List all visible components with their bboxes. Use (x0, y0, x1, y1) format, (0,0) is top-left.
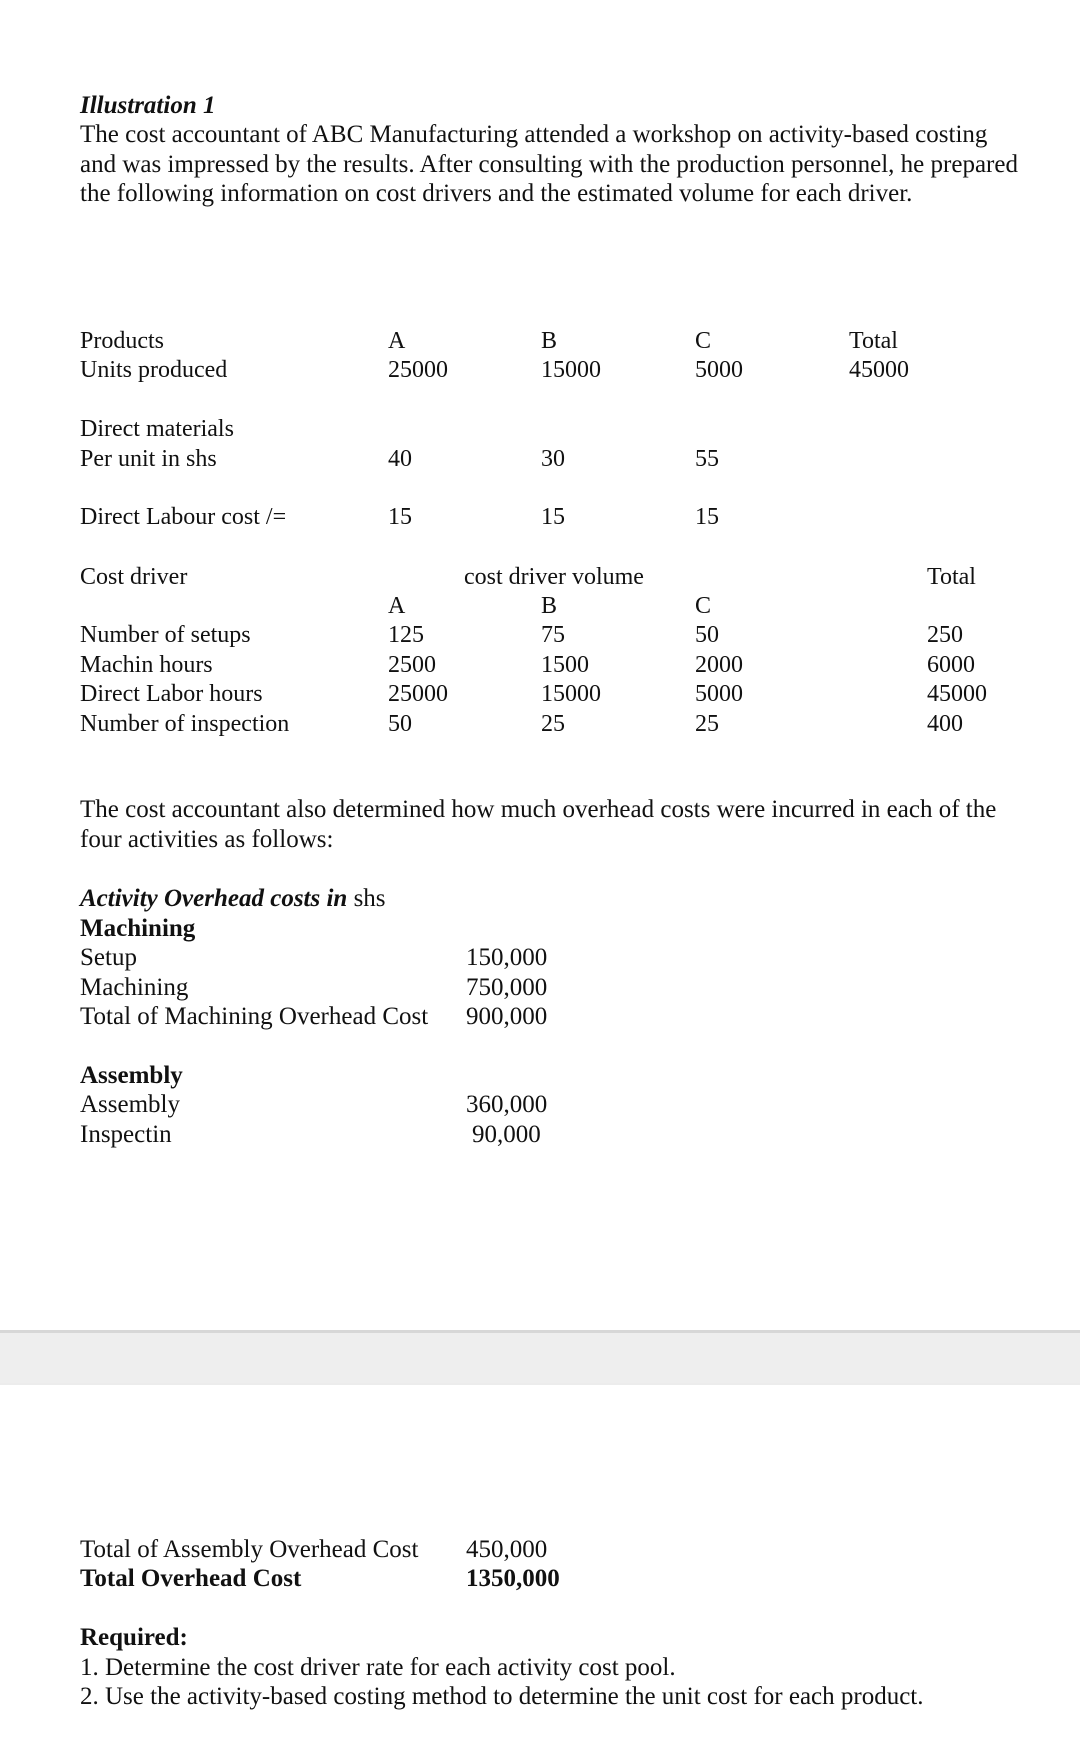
units-total: 45000 (849, 357, 909, 383)
materials-a: 40 (388, 446, 412, 472)
driver-row-label: Number of inspection (80, 711, 290, 737)
driver-value-a: 2500 (388, 652, 436, 678)
driver-row-label: Number of setups (80, 622, 251, 648)
driver-row-label: Machin hours (80, 652, 213, 678)
cost-driver-volume-label: cost driver volume (464, 564, 644, 590)
products-label: Products (80, 328, 164, 354)
overhead-intro-line: four activities as follows: (80, 826, 334, 853)
units-b: 15000 (541, 357, 601, 383)
assembly-heading: Assembly (80, 1062, 183, 1089)
labour-b: 15 (541, 504, 565, 530)
activity-costs-title-unit: shs (353, 885, 386, 912)
driver-total-label: Total (927, 564, 976, 590)
machining-total-value: 900,000 (466, 1003, 548, 1030)
machining-heading: Machining (80, 915, 196, 942)
illustration-heading: Illustration 1 (80, 92, 216, 119)
machining-item-label: Setup (80, 944, 137, 971)
assembly-item-label: Inspectin (80, 1121, 172, 1148)
driver-value-a: 25000 (388, 681, 448, 707)
materials-label: Direct materials (80, 416, 234, 442)
assembly-item-value: 360,000 (466, 1091, 548, 1118)
driver-value-c: 50 (695, 622, 719, 648)
machining-item-label: Machining (80, 974, 189, 1001)
labour-a: 15 (388, 504, 412, 530)
machining-total-label: Total of Machining Overhead Cost (80, 1003, 429, 1030)
driver-value-b: 15000 (541, 681, 601, 707)
product-header-b: B (541, 328, 558, 354)
driver-header-a: A (388, 593, 406, 619)
intro-line: the following information on cost drivers and the estimated volume for each driver. (80, 180, 913, 207)
driver-header-c: C (695, 593, 712, 619)
required-heading: Required: (80, 1624, 188, 1651)
materials-c: 55 (695, 446, 719, 472)
driver-value-a: 50 (388, 711, 412, 737)
total-overhead-value: 1350,000 (466, 1565, 560, 1592)
materials-b: 30 (541, 446, 565, 472)
driver-value-a: 125 (388, 622, 424, 648)
page-separator (0, 1330, 1080, 1385)
activity-costs-title-main: Activity Overhead costs in (80, 885, 348, 912)
product-header-c: C (695, 328, 712, 354)
driver-value-total: 45000 (927, 681, 987, 707)
assembly-total-value: 450,000 (466, 1536, 548, 1563)
units-label: Units produced (80, 357, 228, 383)
intro-line: The cost accountant of ABC Manufacturing attended a workshop on activity-based costing (80, 121, 988, 148)
machining-item-value: 150,000 (466, 944, 548, 971)
materials-sub-label: Per unit in shs (80, 446, 217, 472)
driver-value-c: 2000 (695, 652, 743, 678)
product-header-total: Total (849, 328, 898, 354)
units-c: 5000 (695, 357, 743, 383)
driver-value-b: 1500 (541, 652, 589, 678)
driver-value-total: 400 (927, 711, 963, 737)
driver-header-b: B (541, 593, 558, 619)
activity-costs-title (80, 884, 386, 914)
cost-driver-label: Cost driver (80, 564, 188, 590)
assembly-item-label: Assembly (80, 1091, 180, 1118)
driver-value-b: 25 (541, 711, 565, 737)
driver-value-total: 250 (927, 622, 963, 648)
product-header-a: A (388, 328, 406, 354)
units-a: 25000 (388, 357, 448, 383)
labour-label: Direct Labour cost /= (80, 504, 287, 530)
overhead-intro-line: The cost accountant also determined how much overhead costs were incurred in each of the (80, 796, 997, 823)
assembly-total-label: Total of Assembly Overhead Cost (80, 1536, 419, 1563)
driver-value-c: 25 (695, 711, 719, 737)
assembly-item-value: 90,000 (472, 1121, 541, 1148)
intro-line: and was impressed by the results. After consulting with the production personnel, he prepared (80, 150, 1018, 178)
machining-item-value: 750,000 (466, 974, 548, 1001)
driver-value-total: 6000 (927, 652, 975, 678)
required-item: 1. Determine the cost driver rate for each activity cost pool. (80, 1654, 676, 1681)
driver-value-b: 75 (541, 622, 565, 648)
driver-row-label: Direct Labor hours (80, 681, 263, 707)
required-item: 2. Use the activity-based costing method to determine the unit cost for each product. (80, 1683, 924, 1710)
total-overhead-label: Total Overhead Cost (80, 1565, 302, 1592)
labour-c: 15 (695, 504, 719, 530)
driver-value-c: 5000 (695, 681, 743, 707)
